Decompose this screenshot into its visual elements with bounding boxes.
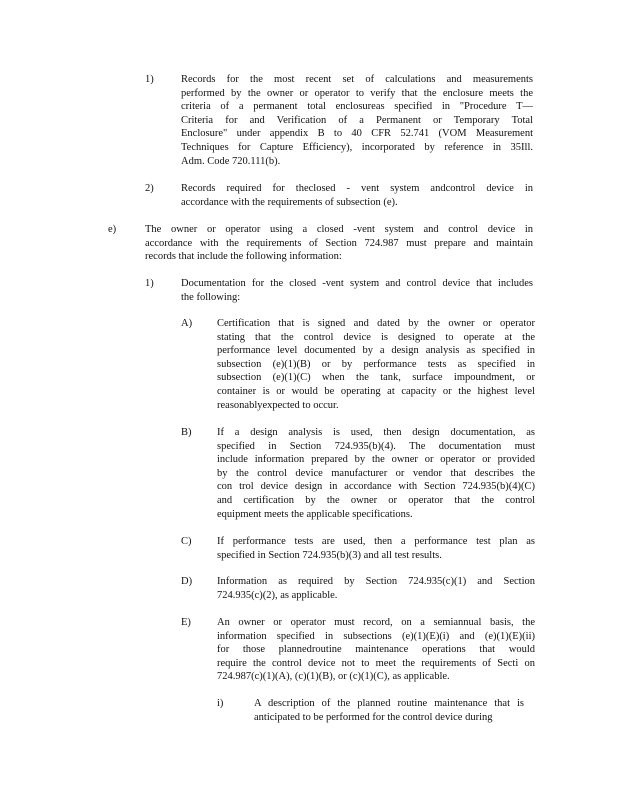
text-line: anticipated to be performed for the control device during <box>254 711 493 723</box>
text-line: The owner or operator using a closed -vent system and control device in <box>145 224 533 235</box>
text-line: specified in Section 724.935(b)(3) and all test results. <box>217 549 442 561</box>
text-line: subsection (e)(1)(B) or by performance tests as specified in <box>217 358 535 370</box>
text-line: Techniques for Capture Efficiency), incorporated by reference in 35Ill. <box>181 141 533 153</box>
item-d1-label: 1) <box>145 74 154 85</box>
text-line: require the control device not to meet the requirements of Secti on <box>217 657 535 669</box>
text-line: Enclosure" under appendix B to 40 CFR 52.741 (VOM Measurement <box>181 128 533 140</box>
text-line: records that include the following information: <box>145 251 342 263</box>
text-line: Information as required by Section 724.935(c)(1) and Section <box>217 576 535 587</box>
item-d2-label: 2) <box>145 183 154 194</box>
text-line: subsection (e)(1)(C) when the tank, surface impoundment, or <box>217 372 535 384</box>
text-line: Adm. Code 720.111(b). <box>181 155 281 167</box>
text-line: reasonablyexpected to occur. <box>217 399 339 411</box>
item-eE-text <box>217 616 535 684</box>
text-line: equipment meets the applicable specifications. <box>217 508 413 520</box>
text-line: container is or would be operating at capacity or the highest level <box>217 385 535 397</box>
text-line: If a design analysis is used, then design documentation, as <box>217 427 535 438</box>
item-e1-text <box>181 277 533 304</box>
text-line: con trol device design in accordance with Section 724.935(b)(4)(C) <box>217 481 535 493</box>
text-line: for those plannedroutine maintenance operations that would <box>217 644 535 656</box>
text-line: information specified in subsections (e)(1)(E)(i) and (e)(1)(E)(ii) <box>217 630 535 642</box>
item-eC-label: C) <box>181 536 192 547</box>
item-eB-text <box>217 426 535 521</box>
text-line: include information prepared by the owner or operator or provided <box>217 454 535 466</box>
text-line: Records for the most recent set of calculations and measurements <box>181 74 533 85</box>
item-d2-text <box>181 182 533 209</box>
item-eEi-text <box>254 697 524 724</box>
text-line: specified in Section 724.935(b)(4). The documentation must <box>217 440 535 452</box>
text-line: criteria of a permanent total enclosureas specified in "Procedure T— <box>181 101 533 113</box>
text-line: An owner or operator must record, on a semiannual basis, the <box>217 617 535 628</box>
text-line: and certification by the owner or operator that the control <box>217 494 535 506</box>
text-line: accordance with the requirements of subsection (e). <box>181 196 398 208</box>
text-line: Certification that is signed and dated by the owner or operator <box>217 318 535 329</box>
item-e-label: e) <box>108 224 117 235</box>
text-line: 724.935(c)(2), as applicable. <box>217 589 338 601</box>
text-line: accordance with the requirements of Section 724.987 must prepare and maintain <box>145 237 533 249</box>
item-eE-label: E) <box>181 617 191 628</box>
text-line: If performance tests are used, then a performance test plan as <box>217 536 535 547</box>
item-e-text <box>145 223 533 264</box>
item-e1-label: 1) <box>145 278 154 289</box>
text-line: by the control device manufacturer or vendor that describes the <box>217 467 535 479</box>
text-line: Criteria for and Verification of a Permanent or Temporary Total <box>181 114 533 126</box>
item-eD-label: D) <box>181 576 193 587</box>
item-eC-text <box>217 535 535 562</box>
text-line: performance level documented by a design analysis as specified in <box>217 345 535 357</box>
item-eA-text <box>217 317 535 412</box>
item-eD-text <box>217 575 535 602</box>
text-line: performed by the owner or operator to verify that the enclosure meets the <box>181 87 533 99</box>
text-line: Documentation for the closed -vent system and control device that includes <box>181 278 533 289</box>
item-d1-text <box>181 73 533 168</box>
item-eA-label: A) <box>181 318 193 329</box>
text-line: 724.987(c)(1)(A), (c)(1)(B), or (c)(1)(C), as applicable. <box>217 671 450 683</box>
item-eB-label: B) <box>181 427 192 438</box>
item-eEi-label: i) <box>217 698 224 709</box>
text-line: A description of the planned routine maintenance that is <box>254 698 524 709</box>
text-line: the following: <box>181 291 241 303</box>
text-line: Records required for theclosed - vent system andcontrol device in <box>181 183 533 194</box>
text-line: stating that the control device is designed to operate at the <box>217 331 535 343</box>
